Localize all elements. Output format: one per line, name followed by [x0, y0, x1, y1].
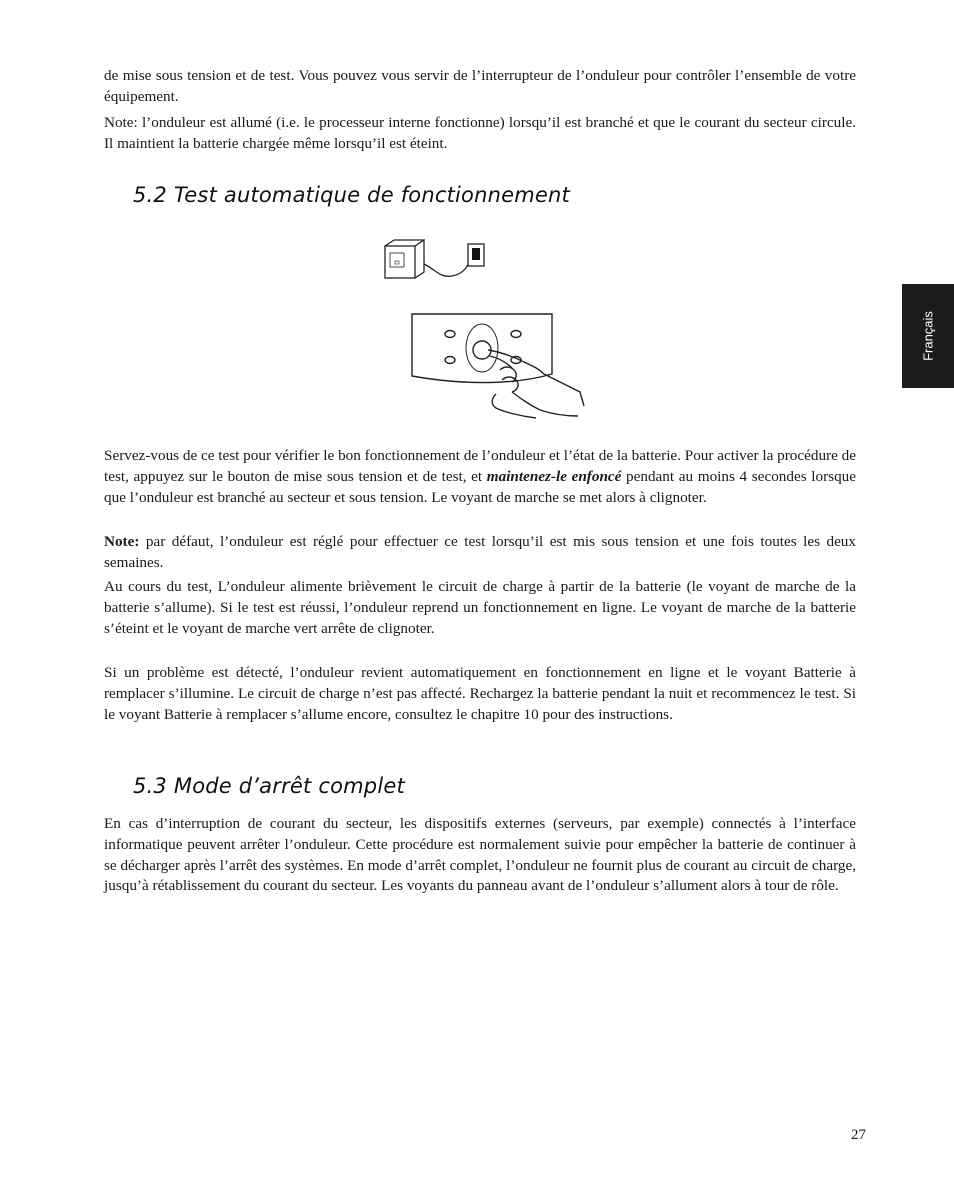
section-5-3-paragraph-1: En cas d’interruption de courant du secteur, les dispositifs externes (serveurs, par exemple) connectés à l’interface informatique peuvent arrêter l’onduleur. Cette procédure est normalement suivie pour empêcher la batterie de continuer à se décharger après l’arrêt des systèmes. En mode d’arrêt complet, l’onduleur ne fournit plus de courant au circuit de charge, jusqu’à rétablissement du courant du secteur. Les voyants du panneau avant de l’onduleur s’allument alors à tour de rôle.: [104, 815, 856, 895]
ups-plugged-illustration: [380, 236, 492, 284]
section-5-2-heading: 5.2 Test automatique de fonctionnement: [133, 183, 570, 207]
section-5-2-paragraph-4: Si un problème est détecté, l’onduleur revient automatiquement en fonctionnement en ligne et le voyant Batterie à remplacer s’illumine. Le circuit de charge n’est pas affecté. Rechargez la batterie pendant la nuit et recommencez le test. Si le voyant Batterie à remplacer s’allume encore, consultez le chapitre 10 pour des instructions.: [104, 664, 856, 723]
intro-paragraph-1: de mise sous tension et de test. Vous pouvez vous servir de l’interrupteur de l’onduleur pour contrôler l’ensemble de votre équipement.: [104, 67, 856, 105]
test-button-press-illustration: [408, 310, 590, 422]
language-side-tab: [902, 284, 954, 388]
language-tab-label: Français: [920, 311, 936, 361]
section-5-3-heading: 5.3 Mode d’arrêt complet: [133, 774, 405, 798]
paragraph-text: Servez-vous de ce test pour vérifier le bon fonctionnement de l’onduleur et l’état de la batterie. Pour activer la procédure de test, appuyez sur le bouton de mise sous tension et de test, et: [104, 447, 856, 485]
paragraph-text: pendant au moins 4 secondes lorsque que l’onduleur est branché au secteur et sous tension. Le voyant de marche se met alors à clignoter.: [104, 467, 856, 506]
emphasis-text: maintenez-le enfoncé: [486, 467, 622, 485]
section-5-2-note: [104, 532, 856, 574]
section-5-2-paragraph-1: [104, 446, 856, 508]
page-number: 27: [851, 1127, 866, 1143]
note-label: Note:: [104, 533, 140, 550]
section-5-2-paragraph-3: Au cours du test, L’onduleur alimente brièvement le circuit de charge à partir de la batterie (le voyant de marche de la batterie s’allume). Si le test est réussi, l’onduleur reprend un fonctionnement en ligne. Le voyant de marche de la batterie s’éteint et le voyant de marche vert arrête de clignoter.: [104, 578, 856, 637]
intro-note-paragraph: Note: l’onduleur est allumé (i.e. le processeur interne fonctionne) lorsqu’il est branché et que le courant du secteur circule. Il maintient la batterie chargée même lorsqu’il est éteint.: [104, 114, 856, 152]
note-text: par défaut, l’onduleur est réglé pour effectuer ce test lorsqu’il est mis sous tension et une fois toutes les deux semaines.: [104, 533, 856, 571]
